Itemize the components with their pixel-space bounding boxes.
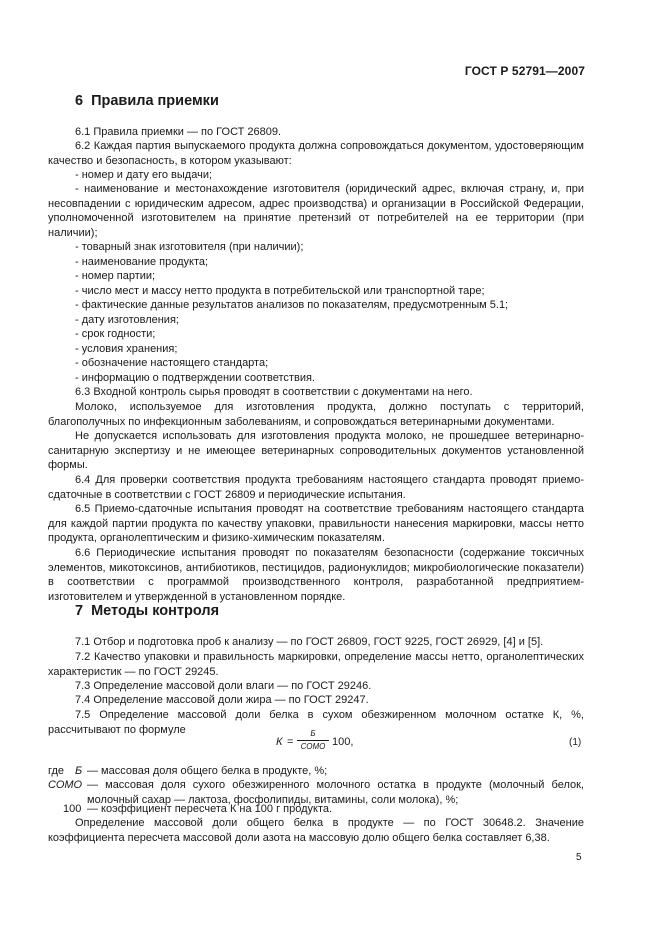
formula-numerator: Б — [310, 729, 316, 738]
bullet-item: - срок годности; — [75, 328, 156, 340]
para-7-5-protein: Определение массовой доли общего белка в продукте — по ГОСТ 30648.2. Значение коэффициента пересчета массовой доли азота на массовую долю общего белка составляет 6,38. — [48, 817, 584, 844]
bullet-item: - наименование продукта; — [75, 256, 209, 268]
para-6-2: 6.2 Каждая партия выпускаемого продукта должна сопровождаться документом, удостоверяющим качество и безопасность, в котором указывают: — [48, 140, 584, 167]
formula-fraction — [297, 729, 329, 752]
glossary-symbol — [75, 764, 82, 779]
document-header: ГОСТ Р 52791—2007 — [464, 64, 585, 78]
bullet-item: - фактические данные результатов анализов по показателям, предусмотренным 5.1; — [75, 299, 509, 311]
para-6-1: 6.1 Правила приемки — по ГОСТ 26809. — [75, 126, 282, 138]
para-7-3: 7.3 Определение массовой доли влаги — по ГОСТ 29246. — [75, 680, 372, 692]
glossary-definition: — массовая доля сухого обезжиренного молочного остатка в продукте (молочный белок, молочный сахар — лактоза, фосфолипиды, витамины, соли молока), %; — [87, 779, 584, 806]
glossary-symbol-text: СОМО — [48, 779, 83, 791]
para-6-3-milk: Молоко, используемое для изготовления продукта, должно поступать с территорий, благополучных по инфекционным заболеваниям, и сопровождаться ветеринарными документами. — [48, 401, 584, 428]
glossary-definition: — коэффициент пересчета К на 100 г продукта. — [87, 803, 333, 815]
formula-number: (1) — [569, 737, 582, 748]
section-6-number: 6 — [75, 93, 84, 109]
where-label: где — [48, 765, 65, 777]
bullet-item: - информацию о подтверждении соответствия. — [75, 372, 315, 384]
para-6-5: 6.5 Приемо-сдаточные испытания проводят на соответствие требованиям настоящего стандарта для каждой партии продукта по качеству упаковки, правильности нанесения маркировки, массы нетто продукта, органолептическим и физико-химическим показателям. — [48, 503, 584, 544]
section-6-title: Правила приемки — [91, 93, 219, 109]
bullet-item: - номер партии; — [75, 270, 156, 282]
formula-lhs: К — [276, 736, 283, 748]
section-7-heading — [75, 603, 219, 619]
formula-equals: = — [287, 736, 294, 748]
bullet-item: - номер и дату его выдачи; — [75, 169, 213, 181]
para-6-3-forbidden: Не допускается использовать для изготовления продукта молоко, не прошедшее ветеринарно-санитарную экспертизу и не имеющее ветеринарных сопроводительных документов установленной формы. — [48, 430, 584, 471]
para-7-5: 7.5 Определение массовой доли белка в сухом обезжиренном молочном остатке К, %, рассчитывают по формуле — [48, 709, 584, 736]
glossary-definition: — массовая доля общего белка в продукте, %; — [87, 765, 328, 777]
glossary-symbol — [48, 778, 82, 793]
section-7-title: Методы контроля — [91, 603, 220, 619]
section-7-number: 7 — [75, 603, 84, 619]
para-6-6: 6.6 Периодические испытания проводят по показателям безопасности (содержание токсичных элементов, микотоксинов, антибиотиков, пестицидов, радионуклидов; микробиологические показатели) в соответствии с программой производственного контроля, разработанной предприятием-изготовителем и утвержденной в установленном порядке. — [48, 547, 584, 603]
para-7-1: 7.1 Отбор и подготовка проб к анализу — по ГОСТ 26809, ГОСТ 9225, ГОСТ 26929, [4] и [5]. — [75, 636, 544, 648]
bullet-item: - число мест и массу нетто продукта в потребительской или транспортной таре; — [75, 285, 485, 297]
fraction-bar — [297, 740, 329, 741]
bullet-item: - условия хранения; — [75, 343, 178, 355]
formula-multiplier: 100, — [332, 736, 354, 748]
para-7-2: 7.2 Качество упаковки и правильность маркировки, определение массы нетто, органолептических характеристик — по ГОСТ 29245. — [48, 651, 584, 678]
bullet-item: - товарный знак изготовителя (при наличии); — [75, 241, 304, 253]
para-6-3: 6.3 Входной контроль сырья проводят в соответствии с документами на него. — [75, 386, 473, 398]
glossary-symbol: 100 — [63, 803, 82, 815]
bullet-item: - дату изготовления; — [75, 314, 179, 326]
para-6-4: 6.4 Для проверки соответствия продукта требованиям настоящего стандарта проводят приемо-сдаточные в соответствии с ГОСТ 26809 и периодические испытания. — [48, 474, 584, 501]
bullet-item: - наименование и местонахождение изготовителя (юридический адрес, включая страну, и, при несовпадении с юридическим адресом, адрес производства) и организации в Российской Федерации, уполномоченной изготовителем на принятие претензий от потребителей на ее территории (при наличии); — [48, 183, 584, 239]
formula-1 — [0, 729, 661, 758]
bullet-item: - обозначение настоящего стандарта; — [75, 357, 269, 369]
formula-denominator: СОМО — [300, 742, 326, 751]
section-6-heading — [75, 93, 219, 109]
para-7-4: 7.4 Определение массовой доли жира — по ГОСТ 29247. — [75, 694, 369, 706]
glossary-symbol-text: Б — [75, 765, 83, 777]
page-number: 5 — [576, 852, 582, 863]
